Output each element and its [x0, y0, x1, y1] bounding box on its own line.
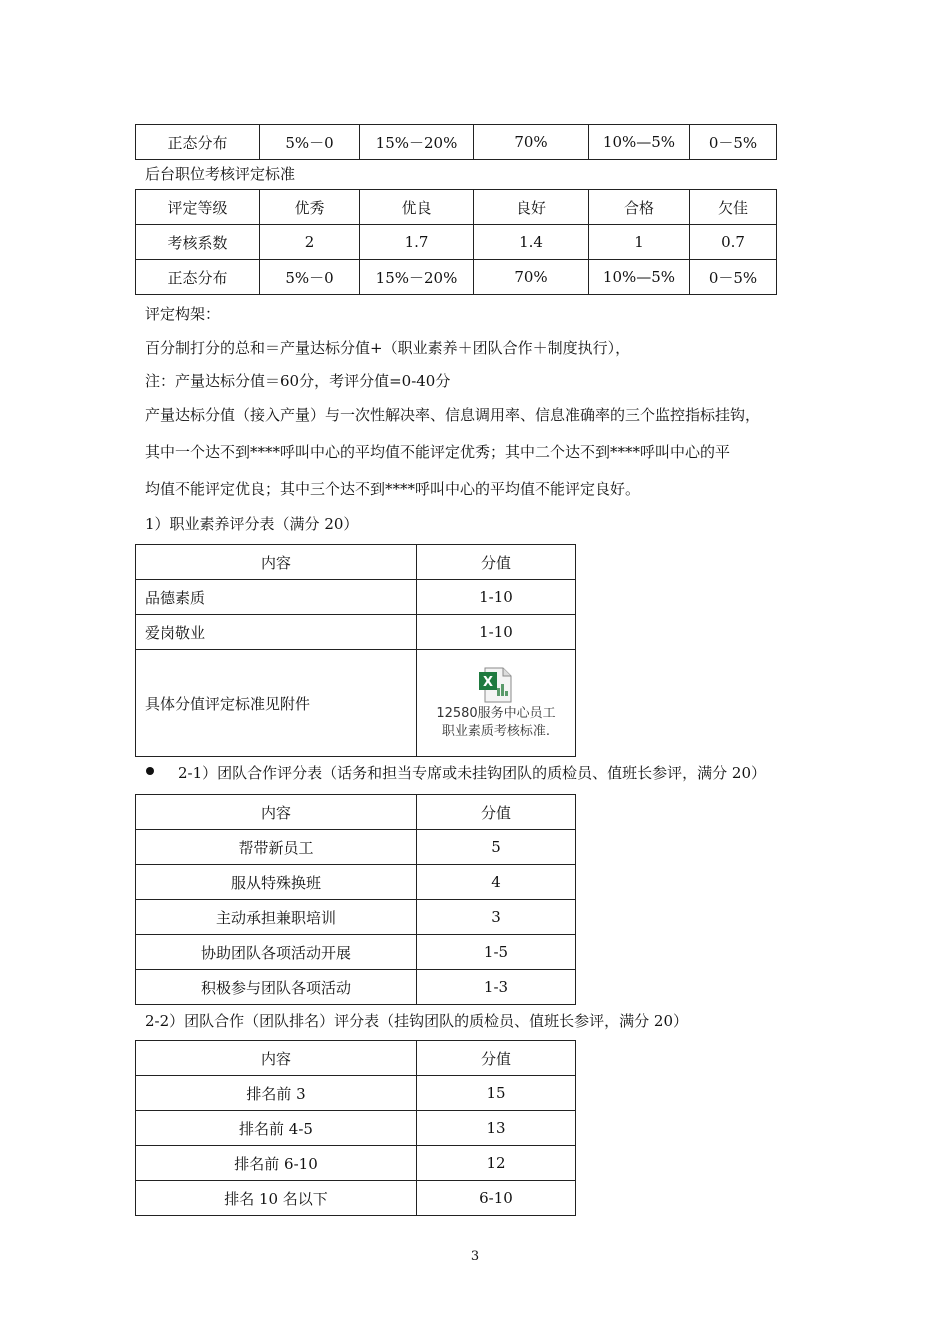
table-cell: 0－5% — [690, 260, 777, 295]
table-header-row — [136, 795, 576, 830]
attachment-cell — [417, 650, 576, 757]
table-cell: 正态分布 — [136, 125, 260, 160]
table-row — [136, 830, 576, 865]
table-cell: 0－5% — [690, 125, 777, 160]
table-cell: 正态分布 — [136, 260, 260, 295]
attachment-caption-line2: 职业素质考核标准. — [441, 724, 551, 739]
table-header-cell: 分值 — [417, 795, 576, 830]
table-cell: 1-5 — [417, 935, 576, 970]
table-cell: 排名 10 名以下 — [136, 1181, 417, 1216]
svg-text:X: X — [482, 675, 494, 690]
table-row — [136, 260, 777, 295]
bullet-icon — [146, 767, 154, 775]
table-cell: 排名前 6-10 — [136, 1146, 417, 1181]
table-header-cell: 分值 — [417, 1041, 576, 1076]
table-header-cell: 内容 — [136, 1041, 417, 1076]
table-cell: 1 — [589, 225, 690, 260]
framework-heading: 评定构架： — [145, 305, 221, 323]
table-cell: 6-10 — [417, 1181, 576, 1216]
table-cell: 优秀 — [260, 190, 360, 225]
attachment-object[interactable] — [417, 666, 575, 740]
table-row — [136, 935, 576, 970]
table-cell: 15%－20% — [360, 125, 474, 160]
table-cell: 1-3 — [417, 970, 576, 1005]
table-cell: 品德素质 — [136, 580, 417, 615]
table-cell: 积极参与团队各项活动 — [136, 970, 417, 1005]
table-cell: 良好 — [474, 190, 589, 225]
table-row — [136, 125, 777, 160]
table-cell: 70% — [474, 260, 589, 295]
table-header-cell: 内容 — [136, 545, 417, 580]
backend-evaluation-table — [135, 189, 777, 295]
table-cell: 帮带新员工 — [136, 830, 417, 865]
attachment-caption-line1: 12580服务中心员工 — [436, 706, 556, 721]
framework-paragraph-line: 均值不能评定优良；其中三个达不到****呼叫中心的平均值不能评定良好。 — [145, 480, 641, 498]
backend-evaluation-title: 后台职位考核评定标准 — [145, 165, 296, 183]
table-cell: 服从特殊换班 — [136, 865, 417, 900]
table-cell: 合格 — [589, 190, 690, 225]
table-row — [136, 970, 576, 1005]
table-row — [136, 900, 576, 935]
table-cell: 排名前 3 — [136, 1076, 417, 1111]
table-header-cell: 内容 — [136, 795, 417, 830]
table-cell: 1-10 — [417, 615, 576, 650]
table-cell: 12 — [417, 1146, 576, 1181]
table-cell: 15%－20% — [360, 260, 474, 295]
table-cell: 10%—5% — [589, 260, 690, 295]
table-row — [136, 1181, 576, 1216]
professional-quality-table — [135, 544, 576, 757]
table-cell: 主动承担兼职培训 — [136, 900, 417, 935]
table-cell: 评定等级 — [136, 190, 260, 225]
table-header-row — [136, 545, 576, 580]
table-row — [136, 190, 777, 225]
table-cell: 1.4 — [474, 225, 589, 260]
table-cell: 2 — [260, 225, 360, 260]
table-row — [136, 580, 576, 615]
table-row — [136, 1146, 576, 1181]
table-cell: 5 — [417, 830, 576, 865]
table-row — [136, 1076, 576, 1111]
table-cell: 考核系数 — [136, 225, 260, 260]
table-cell: 协助团队各项活动开展 — [136, 935, 417, 970]
framework-paragraph-line: 产量达标分值（接入产量）与一次性解决率、信息调用率、信息准确率的三个监控指标挂钩， — [145, 406, 761, 424]
table-cell: 15 — [417, 1076, 576, 1111]
team-cooperation-table — [135, 794, 576, 1005]
table-row — [136, 225, 777, 260]
table-cell: 1.7 — [360, 225, 474, 260]
table-cell: 1-10 — [417, 580, 576, 615]
framework-paragraph-line: 其中一个达不到****呼叫中心的平均值不能评定优秀；其中二个达不到****呼叫中心的平 — [145, 443, 731, 461]
section2-2-title: 2-2）团队合作（团队排名）评分表（挂钩团队的质检员、值班长参评，满分 20） — [145, 1012, 689, 1030]
table-cell: 排名前 4-5 — [136, 1111, 417, 1146]
table-row — [136, 650, 576, 757]
table-cell: 5%－0 — [260, 125, 360, 160]
table-row — [136, 865, 576, 900]
framework-formula: 百分制打分的总和＝产量达标分值+（职业素养＋团队合作＋制度执行）， — [145, 339, 631, 357]
table-cell: 具体分值评定标准见附件 — [136, 650, 417, 757]
section2-1-title: 2-1）团队合作评分表（话务和担当专席或未挂钩团队的质检员、值班长参评，满分 20） — [178, 764, 767, 782]
table-cell: 5%－0 — [260, 260, 360, 295]
table-cell: 爱岗敬业 — [136, 615, 417, 650]
table-cell: 欠佳 — [690, 190, 777, 225]
table-cell: 优良 — [360, 190, 474, 225]
table-header-cell: 分值 — [417, 545, 576, 580]
section1-title: 1）职业素养评分表（满分 20） — [145, 515, 359, 533]
team-ranking-table — [135, 1040, 576, 1216]
table-cell: 70% — [474, 125, 589, 160]
normal-distribution-table-top — [135, 124, 777, 160]
table-row — [136, 615, 576, 650]
framework-note: 注：产量达标分值＝60分，考评分值=0-40分 — [145, 372, 451, 390]
table-cell: 4 — [417, 865, 576, 900]
excel-file-icon — [477, 666, 515, 704]
table-cell: 10%—5% — [589, 125, 690, 160]
table-cell: 13 — [417, 1111, 576, 1146]
table-row — [136, 1111, 576, 1146]
table-header-row — [136, 1041, 576, 1076]
page-number: 3 — [470, 1249, 480, 1264]
table-cell: 0.7 — [690, 225, 777, 260]
table-cell: 3 — [417, 900, 576, 935]
